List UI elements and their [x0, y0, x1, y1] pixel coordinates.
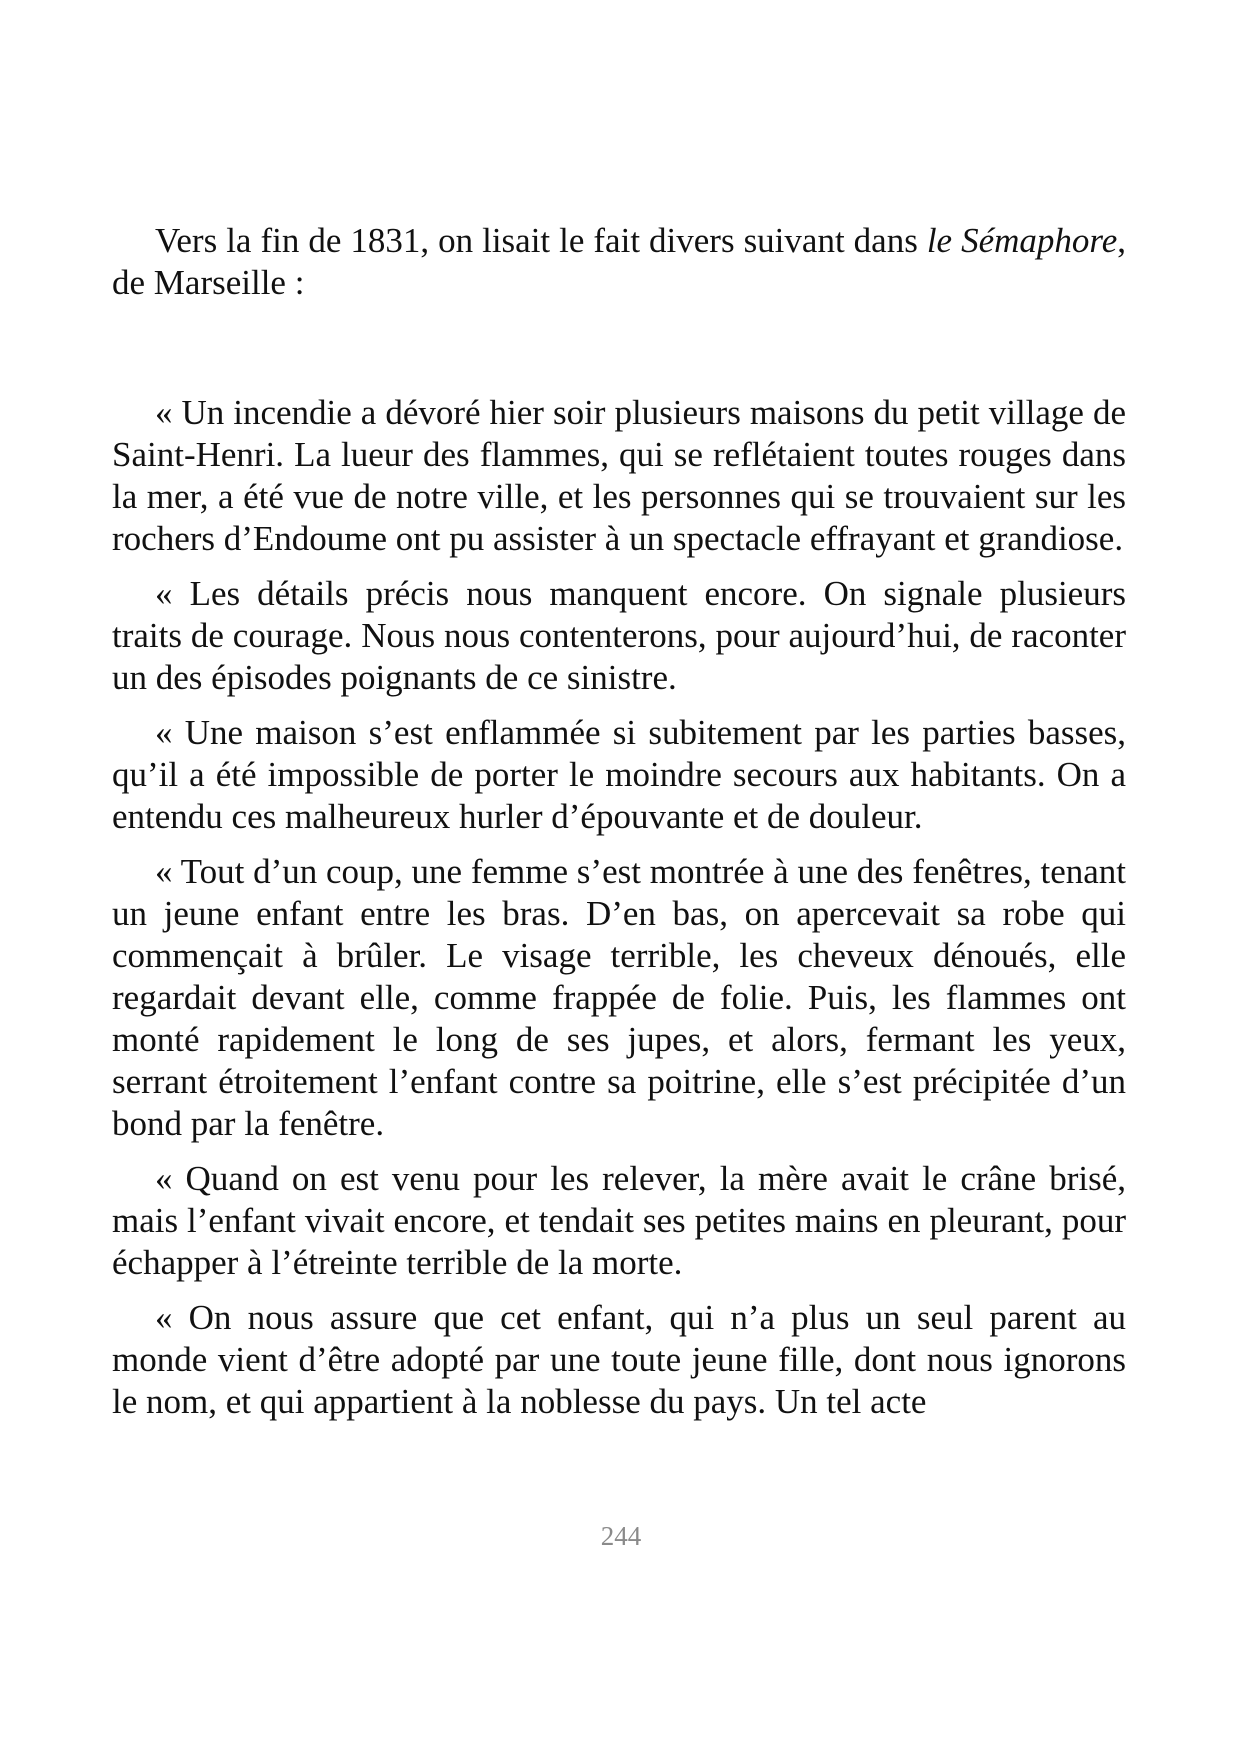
paragraph-fire: « Un incendie a dévoré hier soir plusieurs maisons du petit village de Saint-Henri. La lueur des flammes, qui se reflétaient toutes rouges dans la mer, a été vue de notre ville, et les personnes qui se trouvaient sur les rochers d’Endoume ont pu assister à un spectacle effrayant et grandiose. — [112, 393, 1126, 558]
paragraph-rescue: « Quand on est venu pour les relever, la mère avait le crâne brisé, mais l’enfant vivait encore, et tendait ses petites mains en pleurant, pour échapper à l’étreinte terrible de la morte. — [112, 1159, 1126, 1282]
paragraph-house: « Une maison s’est enflammée si subitement par les parties basses, qu’il a été impossible de porter le moindre secours aux habitants. On a entendu ces malheureux hurler d’épouvante et de douleur. — [112, 713, 1126, 836]
page-body-text — [112, 220, 1126, 1436]
paragraph-woman: « Tout d’un coup, une femme s’est montrée à une des fenêtres, tenant un jeune enfant entre les bras. D’en bas, on apercevait sa robe qui commençait à brûler. Le visage terrible, les cheveux dénoués, elle regardait devant elle, comme frappée de folie. Puis, les flammes ont monté rapidement le long de ses jupes, et alors, fermant les yeux, serrant étroitement l’enfant contre sa poitrine, elle s’est précipitée d’un bond par la fenêtre. — [112, 852, 1126, 1143]
intro-text-before: Vers la fin de 1831, on lisait le fait divers suivant dans — [155, 221, 927, 260]
paragraph-adoption: « On nous assure que cet enfant, qui n’a plus un seul parent au monde vient d’être adopté par une toute jeune fille, dont nous ignorons le nom, et qui appartient à la noblesse du pays. Un tel acte — [112, 1298, 1126, 1421]
intro-text-after: , de Marseille : — [112, 221, 1126, 302]
page-number: 244 — [600, 1521, 642, 1551]
paragraph-details: « Les détails précis nous manquent encore. On signale plusieurs traits de courage. Nous nous contenterons, pour aujourd’hui, de raconter un des épisodes poignants de ce sinistre. — [112, 574, 1126, 697]
intro-paragraph — [112, 220, 1126, 304]
journal-title: le Sémaphore — [926, 221, 1118, 260]
